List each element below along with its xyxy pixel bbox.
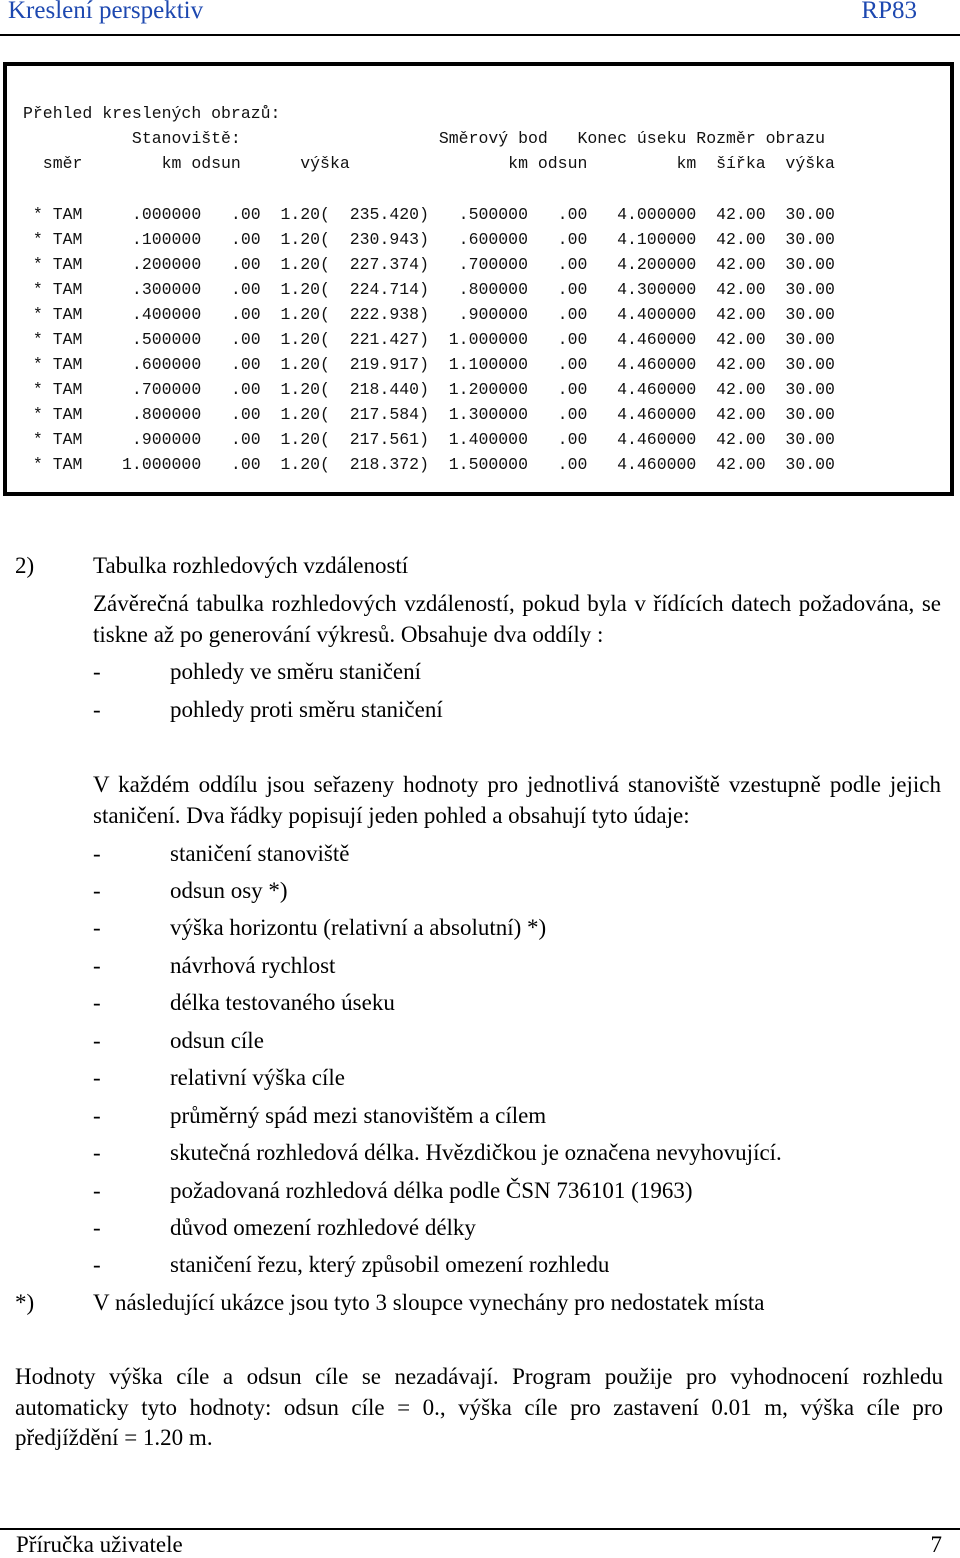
listing-title: Přehled kreslených obrazů: [23,104,281,123]
list-item: staničení řezu, který způsobil omezení rozhledu [170,1252,610,1277]
list-item: odsun osy *) [170,878,288,903]
bullet-marker: - [93,841,101,866]
list-item: návrhová rychlost [170,953,336,978]
footer-title: Příručka uživatele [16,1532,183,1557]
bullet-marker: - [93,990,101,1015]
intro-paragraph: Závěrečná tabulka rozhledových vzdáleností, pokud byla v řídících datech požadována, se tiskne až po generování výkresů. Obsahuje dva oddíly : [93,591,941,647]
section-number: 2) [15,553,35,578]
listing-row: * TAM .200000 .00 1.20( 227.374) .700000 .00 4.200000 42.00 30.00 [23,255,835,274]
listing-row: * TAM .700000 .00 1.20( 218.440) 1.200000 .00 4.460000 42.00 30.00 [23,380,835,399]
listing-row: * TAM .900000 .00 1.20( 217.561) 1.400000 .00 4.460000 42.00 30.00 [23,430,835,449]
bullet-marker: - [93,659,101,684]
part-item: pohledy proti směru staničení [170,697,443,722]
bullet-marker: - [93,915,101,940]
list-item: délka testovaného úseku [170,990,395,1015]
bullet-marker: - [93,1252,101,1277]
header-code: RP83 [861,0,917,24]
listing-row: * TAM .600000 .00 1.20( 219.917) 1.100000 .00 4.460000 42.00 30.00 [23,355,835,374]
bullet-marker: - [93,878,101,903]
list-item: odsun cíle [170,1028,264,1053]
bullet-marker: - [93,1140,101,1165]
list-item: skutečná rozhledová délka. Hvězdičkou je označena nevyhovující. [170,1140,782,1165]
part-item: pohledy ve směru staničení [170,659,422,684]
listing-row: * TAM .400000 .00 1.20( 222.938) .900000 .00 4.400000 42.00 30.00 [23,305,835,324]
page-footer [0,1528,960,1557]
header-title: Kreslení perspektiv [8,0,204,24]
list-item: relativní výška cíle [170,1065,345,1090]
listing-row: * TAM 1.000000 .00 1.20( 218.372) 1.500000 .00 4.460000 42.00 30.00 [23,455,835,474]
listing-row: * TAM .800000 .00 1.20( 217.584) 1.300000 .00 4.460000 42.00 30.00 [23,405,835,424]
bullet-marker: - [93,1103,101,1128]
order-paragraph: V každém oddílu jsou seřazeny hodnoty pro jednotlivá stanoviště vzestupně podle jejich staničení. Dva řádky popisují jeden pohled a obsahují tyto údaje: [93,772,941,828]
list-item: požadovaná rozhledová délka podle ČSN 736101 (1963) [170,1178,693,1203]
bullet-marker: - [93,953,101,978]
listing-row: * TAM .500000 .00 1.20( 221.427) 1.000000 .00 4.460000 42.00 30.00 [23,330,835,349]
list-item: staničení stanoviště [170,841,350,866]
listing-row: * TAM .100000 .00 1.20( 230.943) .600000 .00 4.100000 42.00 30.00 [23,230,835,249]
list-item: důvod omezení rozhledové délky [170,1215,476,1240]
footnote-text: V následující ukázce jsou tyto 3 sloupce vynechány pro nedostatek místa [93,1290,765,1315]
page-header [0,0,960,36]
list-item: výška horizontu (relativní a absolutní) *) [170,915,547,940]
bullet-marker: - [93,1028,101,1053]
listing-row: * TAM .000000 .00 1.20( 235.420) .500000 .00 4.000000 42.00 30.00 [23,205,835,224]
output-listing-box [3,62,954,496]
list-item: průměrný spád mezi stanovištěm a cílem [170,1103,547,1128]
bullet-marker: - [93,1065,101,1090]
section-title: Tabulka rozhledových vzdáleností [93,553,409,578]
defaults-paragraph: Hodnoty výška cíle a odsun cíle se nezadávají. Program použije pro vyhodnocení rozhledu automaticky tyto hodnoty: odsun cíle = 0., výška cíle pro zastavení 0.01 m, výška cíle pro předjíždění = 1.20 m. [15,1364,943,1450]
listing-header: směr km odsun výška km odsun km šířka výška [23,154,835,173]
listing-header: Stanoviště: Směrový bod Konec úseku Rozměr obrazu [23,129,826,148]
bullet-marker: - [93,1215,101,1240]
footnote-marker: *) [15,1290,35,1315]
bullet-marker: - [93,1178,101,1203]
bullet-marker: - [93,697,101,722]
page-number: 7 [930,1532,942,1557]
listing-row: * TAM .300000 .00 1.20( 224.714) .800000 .00 4.300000 42.00 30.00 [23,280,835,299]
